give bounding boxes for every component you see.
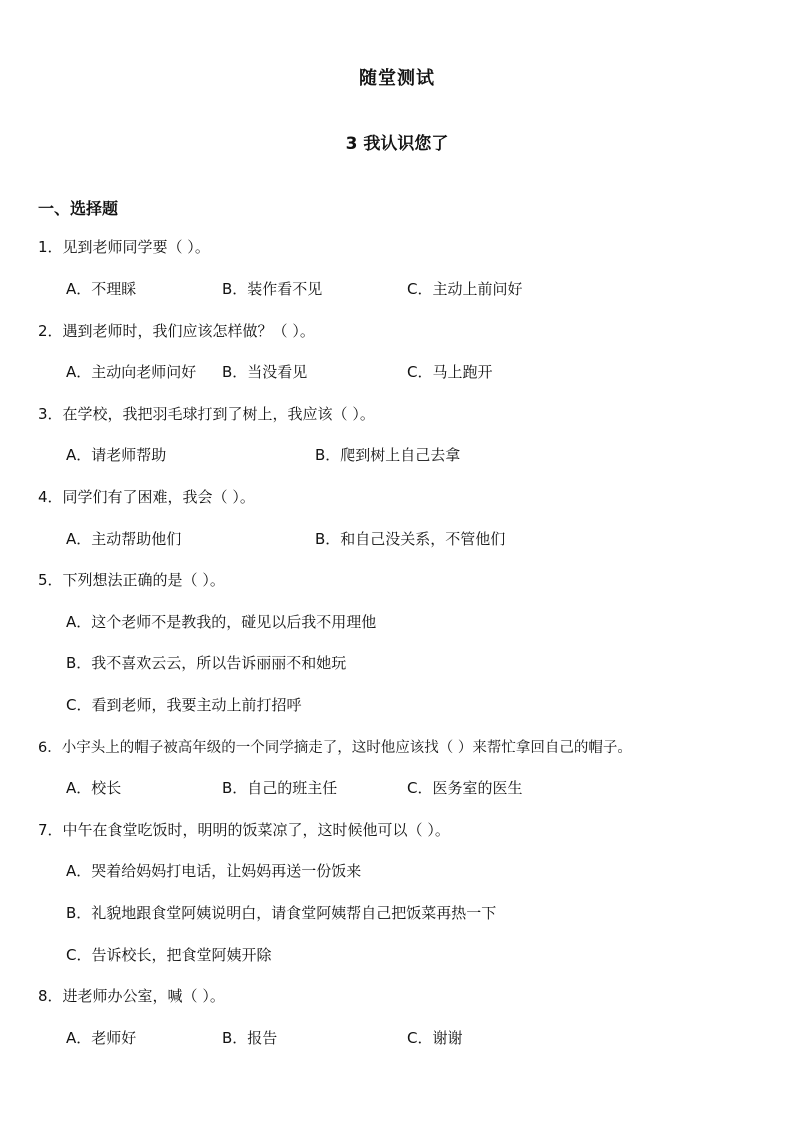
question-4-stem: 4．同学们有了困难，我会（ ）。 <box>38 488 255 506</box>
question-7-option-c: C．告诉校长，把食堂阿姨开除 <box>66 946 272 964</box>
question-1-option-c: C．主动上前问好 <box>407 280 523 298</box>
question-1-stem: 1．见到老师同学要（ ）。 <box>38 238 210 256</box>
question-5-option-a: A．这个老师不是教我的，碰见以后我不用理他 <box>66 613 377 631</box>
question-6-option-a: A．校长 <box>66 779 122 797</box>
page-title: 随堂测试 <box>359 68 435 89</box>
question-2-option-c: C．马上跑开 <box>407 363 493 381</box>
question-3-stem: 3．在学校，我把羽毛球打到了树上，我应该（ ）。 <box>38 405 375 423</box>
question-6-stem: 6．小宇头上的帽子被高年级的一个同学摘走了，这时他应该找（ ）来帮忙拿回自己的帽子。 <box>38 740 632 756</box>
question-8-option-b: B．报告 <box>222 1029 278 1047</box>
question-6-option-b: B．自己的班主任 <box>222 779 338 797</box>
question-8-option-c: C．谢谢 <box>407 1029 463 1047</box>
question-6-option-c: C．医务室的医生 <box>407 779 523 797</box>
question-1-option-a: A．不理睬 <box>66 280 137 298</box>
question-7-option-b: B．礼貌地跟食堂阿姨说明白，请食堂阿姨帮自己把饭菜再热一下 <box>66 904 497 922</box>
question-5-option-c: C．看到老师，我要主动上前打招呼 <box>66 696 302 714</box>
question-7-option-a: A．哭着给妈妈打电话，让妈妈再送一份饭来 <box>66 862 362 880</box>
question-5-stem: 5．下列想法正确的是（ ）。 <box>38 571 225 589</box>
question-8-stem: 8．进老师办公室，喊（ ）。 <box>38 987 225 1005</box>
question-3-option-a: A．请老师帮助 <box>66 446 167 464</box>
question-4-option-b: B．和自己没关系，不管他们 <box>315 530 506 548</box>
question-1-option-b: B．装作看不见 <box>222 280 323 298</box>
question-2-option-a: A．主动向老师问好 <box>66 363 197 381</box>
question-8-option-a: A．老师好 <box>66 1029 137 1047</box>
section-heading: 一、选择题 <box>38 199 119 218</box>
question-4-option-a: A．主动帮助他们 <box>66 530 182 548</box>
question-5-option-b: B．我不喜欢云云，所以告诉丽丽不和她玩 <box>66 654 347 672</box>
question-7-stem: 7．中午在食堂吃饭时，明明的饭菜凉了，这时候他可以（ ）。 <box>38 821 450 839</box>
question-3-option-b: B．爬到树上自己去拿 <box>315 446 461 464</box>
question-2-option-b: B．当没看见 <box>222 363 308 381</box>
question-2-stem: 2．遇到老师时，我们应该怎样做？（ ）。 <box>38 322 315 340</box>
lesson-title: 3 我认识您了 <box>345 134 449 154</box>
